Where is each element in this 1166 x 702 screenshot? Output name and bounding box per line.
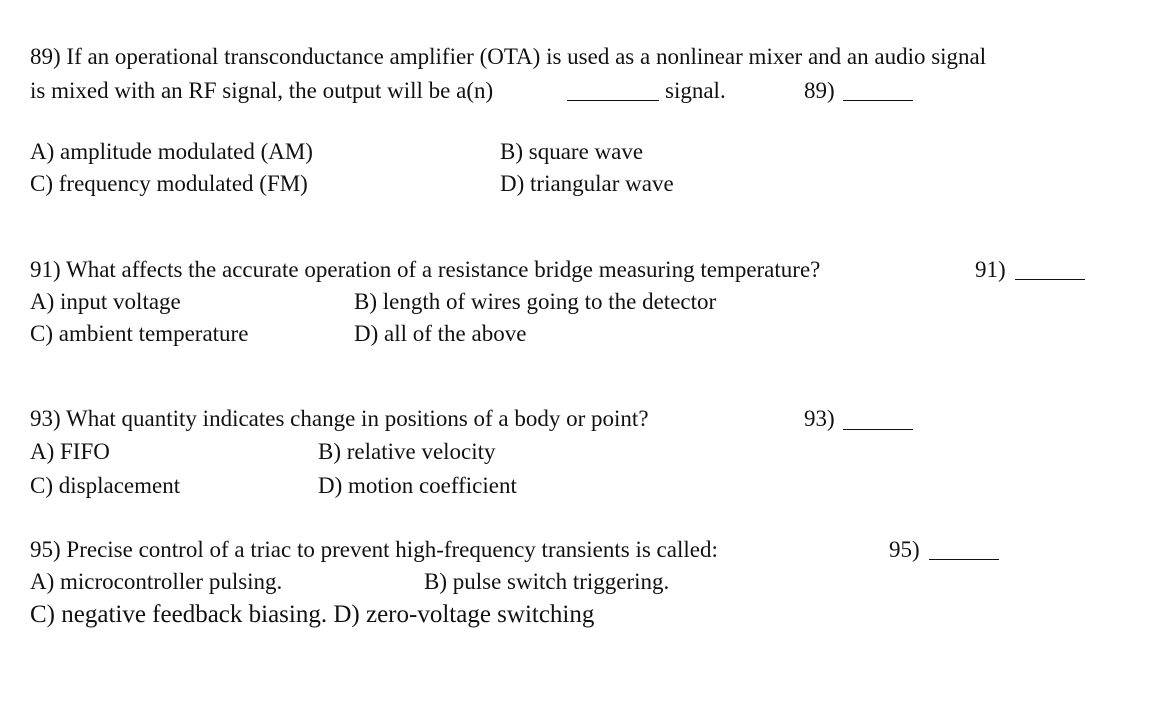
question-91-option-a: A) input voltage bbox=[30, 289, 181, 314]
question-95-answer-label: 95) bbox=[889, 537, 920, 562]
question-91-stem: 91) What affects the accurate operation of a resistance bridge measuring temperature? bbox=[30, 257, 821, 282]
question-95-option-a: A) microcontroller pulsing. bbox=[30, 569, 283, 594]
question-89-stem-line-2-start: is mixed with an RF signal, the output will be a(n) bbox=[30, 78, 494, 103]
question-93-option-d: D) motion coefficient bbox=[318, 473, 517, 498]
question-91-answer-blank[interactable] bbox=[1015, 279, 1085, 280]
question-89-answer-blank[interactable] bbox=[843, 100, 913, 101]
question-93-option-b: B) relative velocity bbox=[318, 439, 496, 464]
question-91-option-d: D) all of the above bbox=[354, 321, 527, 346]
question-89-option-d: D) triangular wave bbox=[500, 171, 674, 196]
question-89-stem-line-2-end: signal. bbox=[665, 78, 726, 103]
question-91-answer-label: 91) bbox=[975, 257, 1006, 282]
question-89-inline-blank bbox=[567, 100, 659, 101]
question-95-options-c-d: C) negative feedback biasing. D) zero-voltage switching bbox=[30, 601, 595, 628]
question-89-option-b: B) square wave bbox=[500, 139, 644, 164]
question-89-option-c: C) frequency modulated (FM) bbox=[30, 171, 308, 196]
question-89-option-a: A) amplitude modulated (AM) bbox=[30, 139, 313, 164]
question-93-option-a: A) FIFO bbox=[30, 439, 110, 464]
question-95-stem: 95) Precise control of a triac to prevent high-frequency transients is called: bbox=[30, 537, 718, 562]
question-91-option-c: C) ambient temperature bbox=[30, 321, 249, 346]
question-95-answer-blank[interactable] bbox=[929, 559, 999, 560]
question-89-answer-label: 89) bbox=[804, 78, 835, 103]
question-93-option-c: C) displacement bbox=[30, 473, 181, 498]
question-93-stem: 93) What quantity indicates change in positions of a body or point? bbox=[30, 406, 649, 431]
question-91-option-b: B) length of wires going to the detector bbox=[354, 289, 717, 314]
question-89-stem-line-1: 89) If an operational transconductance amplifier (OTA) is used as a nonlinear mixer and an audio signal bbox=[30, 44, 987, 69]
question-93-answer-blank[interactable] bbox=[843, 429, 913, 430]
question-93-answer-label: 93) bbox=[804, 406, 835, 431]
question-95-option-b: B) pulse switch triggering. bbox=[424, 569, 670, 594]
